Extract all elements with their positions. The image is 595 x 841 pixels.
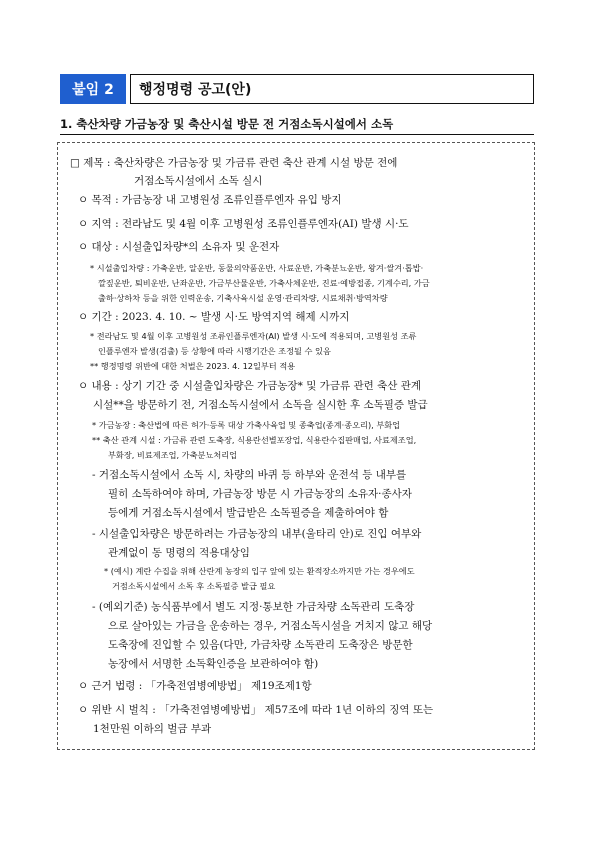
vehicle-footnote-cont: 깔짚운반, 퇴비운반, 난좌운반, 가금부산물운반, 가축사체운반, 진료·예방접종, 기계수리, 가금 <box>98 278 430 288</box>
content-item: ㅇ 내용 : 상기 기간 중 시설출입차량은 가금농장* 및 가금류 관련 축산 관계 <box>78 380 421 392</box>
period-footnote: * 전라남도 및 4월 이후 고병원성 조류인플루엔자(AI) 발생 시·도에 적용되며, 고병원성 조류 <box>90 331 417 341</box>
facility-footnote-cont: 부화장, 비료제조업, 가축분뇨처리업 <box>108 450 238 460</box>
example-footnote-cont: 거점소독시설에서 소독 후 소독필증 발급 필요 <box>112 581 276 591</box>
region-item: ㅇ 지역 : 전라남도 및 4월 이후 고병원성 조류인플루엔자(AI) 발생 시·도 <box>78 218 409 230</box>
exception-rule-cont: 으로 살아있는 가금을 운송하는 경우, 거점소독시설을 거치지 않고 해당 <box>108 620 433 632</box>
subject-line-cont: 거점소독시설에서 소독 실시 <box>134 175 263 187</box>
example-footnote: * (예시) 계란 수집을 위해 산란계 농장의 입구 앞에 있는 환적장소까지만 가는 경우에도 <box>104 566 415 576</box>
target-item: ㅇ 대상 : 시설출입차량*의 소유자 및 운전자 <box>78 241 280 253</box>
penalty-item-cont: 1천만원 이하의 벌금 부과 <box>93 723 212 735</box>
exception-rule: - (예외기준) 농식품부에서 별도 지정·통보한 가금차량 소독관리 도축장 <box>92 601 415 613</box>
attachment-badge: 붙임 2 <box>60 74 126 104</box>
vehicle-footnote: * 시설출입차량 : 가축운반, 알운반, 동물의약품운반, 사료운반, 가축분뇨운반, 왕겨·쌀겨·톱밥· <box>90 263 424 273</box>
penalty-item: ㅇ 위반 시 벌칙 : 「가축전염병예방법」 제57조에 따라 1년 이하의 징역 또는 <box>78 704 434 716</box>
disinfection-rule-cont: 등에게 거점소독시설에서 발급받은 소독필증을 제출하여야 함 <box>108 507 389 519</box>
farm-footnote: * 가금농장 : 축산법에 따른 허가·등록 대상 가축사육업 및 종축업(종계·종오리), 부화업 <box>92 420 401 430</box>
legal-basis-item: ㅇ 근거 법령 : 「가축전염병예방법」 제19조제1항 <box>78 680 312 692</box>
section-heading: 1. 축산차량 가금농장 및 축산시설 방문 전 거점소독시설에서 소독 <box>60 117 394 131</box>
facility-footnote: ** 축산 관계 시설 : 가금류 관련 도축장, 식용란선별포장업, 식용란수집판매업, 사료제조업, <box>92 435 417 445</box>
exception-rule-cont: 도축장에 진입할 수 있음(다만, 가금차량 소독관리 도축장은 방문한 <box>108 639 413 651</box>
exception-rule-cont: 농장에서 서명한 소독확인증을 보관하여야 함) <box>108 658 319 670</box>
disinfection-rule: - 거점소독시설에서 소독 시, 차량의 바퀴 등 하부와 운전석 등 내부를 <box>92 469 407 481</box>
applicability-rule-cont: 관계없이 동 명령의 적용대상임 <box>108 547 250 559</box>
purpose-item: ㅇ 목적 : 가금농장 내 고병원성 조류인플루엔자 유입 방지 <box>78 194 342 206</box>
applicability-rule: - 시설출입차량은 방문하려는 가금농장의 내부(울타리 안)로 진입 여부와 <box>92 528 422 540</box>
penalty-date-footnote: ** 행정명령 위반에 대한 처벌은 2023. 4. 12일부터 적용 <box>90 361 296 371</box>
subject-line: □ 제목 : 축산차량은 가금농장 및 가금류 관련 축산 관계 시설 방문 전에 <box>70 157 398 169</box>
section-underline <box>60 134 534 135</box>
disinfection-rule-cont: 필히 소독하여야 하며, 가금농장 방문 시 가금농장의 소유자·종사자 <box>108 488 412 500</box>
content-item-cont: 시설**을 방문하기 전, 거점소독시설에서 소독을 실시한 후 소독필증 발급 <box>93 399 428 411</box>
period-footnote-cont: 인플루엔자 발생(검출) 등 상황에 따라 시행기간은 조정될 수 있음 <box>98 346 331 356</box>
document-title: 행정명령 공고(안) <box>130 74 534 104</box>
vehicle-footnote-cont: 출하·상하차 등을 위한 인력운송, 기축사육시설 운영·관리차량, 시료채취·방역차량 <box>98 293 388 303</box>
period-item: ㅇ 기간 : 2023. 4. 10. ~ 발생 시·도 방역지역 해제 시까지 <box>78 311 350 323</box>
